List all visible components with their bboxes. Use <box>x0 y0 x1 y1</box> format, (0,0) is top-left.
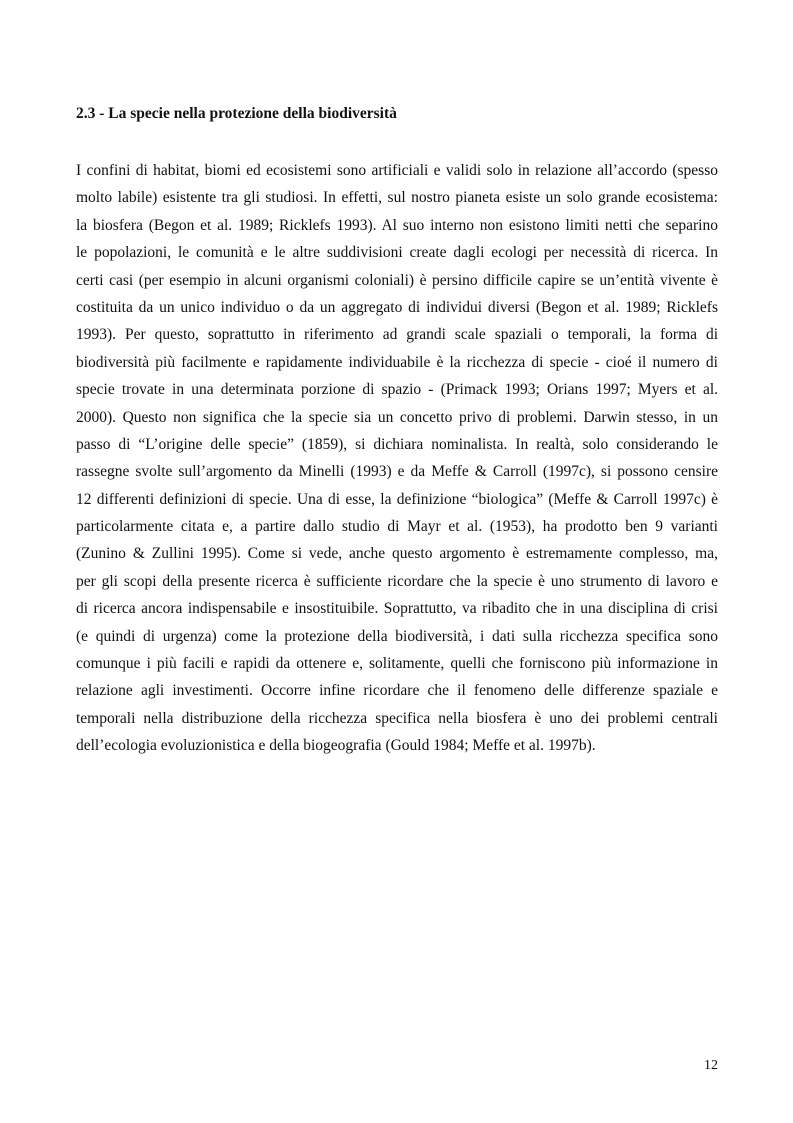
paragraph-line: specie trovate in una determinata porzione di spazio - (Primack 1993; Orians 1997; Myers et al. <box>76 381 718 399</box>
paragraph-line: di ricerca ancora indispensabile e insostituibile. Soprattutto, va ribadito che in una disciplina di crisi <box>76 600 718 618</box>
paragraph-line: 2000). Questo non significa che la specie sia un concetto privo di problemi. Darwin stesso, in un <box>76 408 718 426</box>
paragraph-line: costituita da un unico individuo o da un aggregato di individui diversi (Begon et al. 1989; Ricklefs <box>76 298 718 316</box>
paragraph-line: (Zunino & Zullini 1995). Come si vede, anche questo argomento è estremamente complesso, ma, <box>76 545 718 563</box>
paragraph-line: certi casi (per esempio in alcuni organismi coloniali) è persino difficile capire se un’entità vivente è <box>76 271 718 289</box>
paragraph-line: rassegne svolte sull’argomento da Minelli (1993) e da Meffe & Carroll (1997c), si possono censire <box>76 463 718 481</box>
paragraph-line: passo di “L’origine delle specie” (1859), si dichiara nominalista. In realtà, solo considerando le <box>76 435 718 453</box>
paragraph-line: dell’ecologia evoluzionistica e della biogeografia (Gould 1984; Meffe et al. 1997b). <box>76 737 596 755</box>
paragraph-line: relazione agli investimenti. Occorre infine ricordare che il fenomeno delle differenze spaziale e <box>76 682 718 700</box>
paragraph-line: molto labile) esistente tra gli studiosi. In effetti, sul nostro pianeta esiste un solo grande ecosistema: <box>76 189 718 207</box>
paragraph-line: temporali nella distribuzione della ricchezza specifica nella biosfera è uno dei problemi centrali <box>76 709 718 727</box>
paragraph-line: 12 differenti definizioni di specie. Una di esse, la definizione “biologica” (Meffe & Carroll 1997c) è <box>76 490 718 508</box>
paragraph-line: la biosfera (Begon et al. 1989; Ricklefs 1993). Al suo interno non esistono limiti netti che separino <box>76 216 718 234</box>
page-number: 12 <box>704 1058 718 1073</box>
paragraph-line: per gli scopi della presente ricerca è sufficiente ricordare che la specie è uno strumento di lavoro e <box>76 572 718 590</box>
paragraph-line: I confini di habitat, biomi ed ecosistemi sono artificiali e validi solo in relazione all’accordo (spesso <box>76 162 718 179</box>
body-paragraph <box>76 157 718 760</box>
paragraph-line: 1993). Per questo, soprattutto in riferimento ad grandi scale spaziali o temporali, la forma di <box>76 326 718 344</box>
section-title: 2.3 - La specie nella protezione della biodiversità <box>76 105 397 122</box>
paragraph-line: (e quindi di urgenza) come la protezione della biodiversità, i dati sulla ricchezza specifica sono <box>76 627 718 645</box>
paragraph-line: le popolazioni, le comunità e le altre suddivisioni create dagli ecologi per necessità di ricerca. In <box>76 244 718 262</box>
paragraph-line: particolarmente citata e, a partire dallo studio di Mayr et al. (1953), ha prodotto ben 9 varianti <box>76 518 718 536</box>
paragraph-line: biodiversità più facilmente e rapidamente individuabile è la ricchezza di specie - cioé il numero di <box>76 353 718 371</box>
paragraph-line: comunque i più facili e rapidi da ottenere e, solitamente, quelli che forniscono più informazione in <box>76 655 718 673</box>
